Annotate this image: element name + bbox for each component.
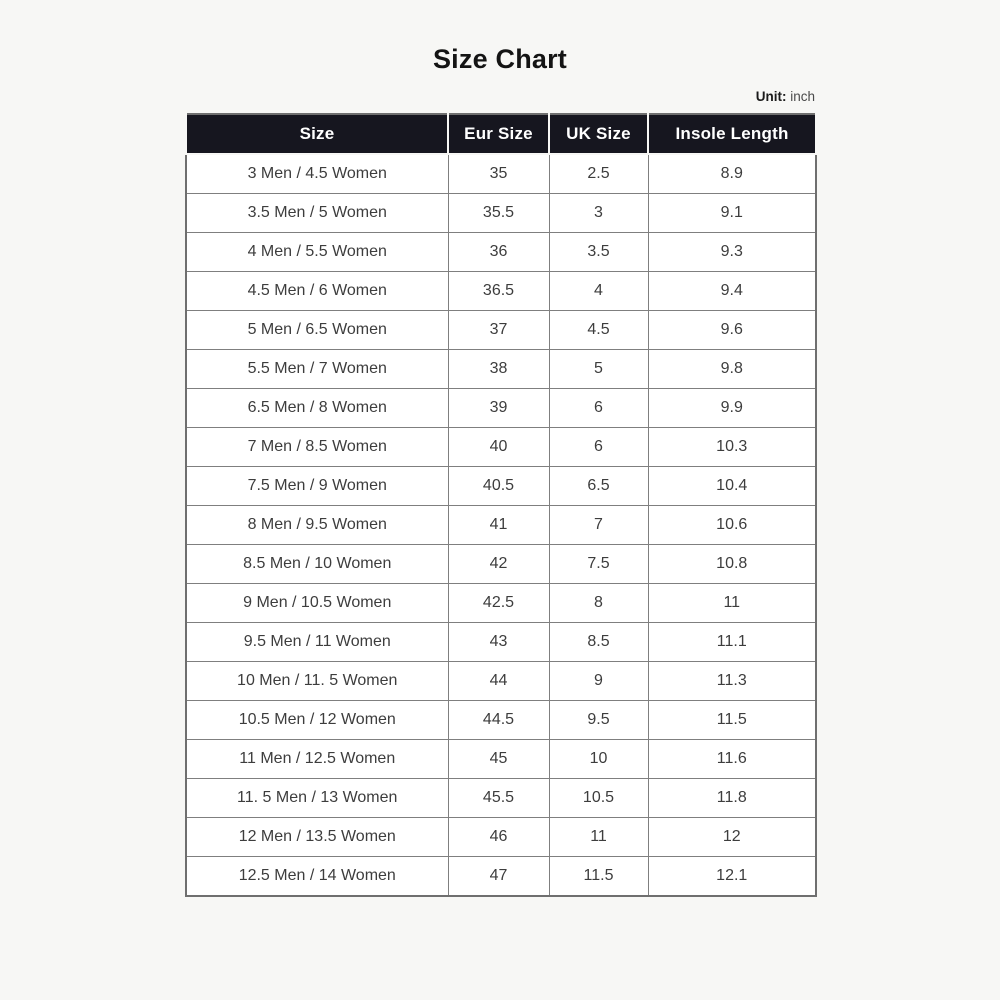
table-row [186, 350, 816, 389]
content-area [185, 89, 815, 897]
unit-label: Unit: [755, 89, 787, 104]
size-cell: 11. 5 Men / 13 Women [186, 779, 448, 818]
insole-length-cell: 8.9 [648, 154, 816, 194]
uk-size-cell: 11 [549, 818, 648, 857]
size-chart-table [185, 113, 817, 897]
table-body [186, 154, 816, 896]
eur-size-cell: 44.5 [448, 701, 549, 740]
unit-note [185, 89, 815, 105]
uk-size-cell: 4 [549, 272, 648, 311]
unit-value: inch [790, 89, 815, 104]
insole-length-cell: 9.8 [648, 350, 816, 389]
table-row [186, 623, 816, 662]
size-cell: 12.5 Men / 14 Women [186, 857, 448, 897]
table-row [186, 154, 816, 194]
insole-length-cell: 10.4 [648, 467, 816, 506]
eur-size-cell: 36 [448, 233, 549, 272]
uk-size-cell: 6 [549, 428, 648, 467]
eur-size-cell: 45.5 [448, 779, 549, 818]
table-row [186, 194, 816, 233]
table-row [186, 428, 816, 467]
uk-size-cell: 5 [549, 350, 648, 389]
eur-size-cell: 37 [448, 311, 549, 350]
eur-size-cell: 36.5 [448, 272, 549, 311]
insole-length-cell: 10.3 [648, 428, 816, 467]
size-cell: 10 Men / 11. 5 Women [186, 662, 448, 701]
size-cell: 4.5 Men / 6 Women [186, 272, 448, 311]
table-row [186, 272, 816, 311]
size-cell: 5 Men / 6.5 Women [186, 311, 448, 350]
eur-size-cell: 44 [448, 662, 549, 701]
size-cell: 12 Men / 13.5 Women [186, 818, 448, 857]
size-cell: 10.5 Men / 12 Women [186, 701, 448, 740]
eur-size-cell: 42.5 [448, 584, 549, 623]
table-row [186, 389, 816, 428]
eur-size-cell: 40 [448, 428, 549, 467]
insole-length-cell: 9.1 [648, 194, 816, 233]
eur-size-cell: 45 [448, 740, 549, 779]
uk-size-cell: 7.5 [549, 545, 648, 584]
table-row [186, 467, 816, 506]
size-cell: 3 Men / 4.5 Women [186, 154, 448, 194]
uk-size-cell: 3.5 [549, 233, 648, 272]
eur-size-cell: 40.5 [448, 467, 549, 506]
eur-size-cell: 42 [448, 545, 549, 584]
insole-length-cell: 9.6 [648, 311, 816, 350]
insole-length-cell: 9.3 [648, 233, 816, 272]
table-row [186, 662, 816, 701]
insole-length-cell: 11.1 [648, 623, 816, 662]
insole-length-cell: 10.6 [648, 506, 816, 545]
eur-size-cell: 39 [448, 389, 549, 428]
insole-length-cell: 9.4 [648, 272, 816, 311]
uk-size-cell: 9.5 [549, 701, 648, 740]
size-cell: 8 Men / 9.5 Women [186, 506, 448, 545]
insole-length-cell: 9.9 [648, 389, 816, 428]
insole-length-cell: 11.8 [648, 779, 816, 818]
uk-size-cell: 2.5 [549, 154, 648, 194]
size-cell: 5.5 Men / 7 Women [186, 350, 448, 389]
size-cell: 6.5 Men / 8 Women [186, 389, 448, 428]
eur-size-cell: 46 [448, 818, 549, 857]
eur-size-cell: 38 [448, 350, 549, 389]
uk-size-cell: 11.5 [549, 857, 648, 897]
uk-size-cell: 7 [549, 506, 648, 545]
uk-size-cell: 4.5 [549, 311, 648, 350]
column-header-eur-size: Eur Size [448, 114, 549, 154]
table-row [186, 701, 816, 740]
column-header-insole-length: Insole Length [648, 114, 816, 154]
table-header-row [186, 114, 816, 154]
insole-length-cell: 11.6 [648, 740, 816, 779]
size-cell: 9.5 Men / 11 Women [186, 623, 448, 662]
page-title: Size Chart [432, 44, 568, 74]
table-row [186, 506, 816, 545]
uk-size-cell: 3 [549, 194, 648, 233]
size-cell: 7.5 Men / 9 Women [186, 467, 448, 506]
insole-length-cell: 12 [648, 818, 816, 857]
table-row [186, 818, 816, 857]
insole-length-cell: 10.8 [648, 545, 816, 584]
eur-size-cell: 35.5 [448, 194, 549, 233]
eur-size-cell: 43 [448, 623, 549, 662]
uk-size-cell: 9 [549, 662, 648, 701]
uk-size-cell: 8 [549, 584, 648, 623]
eur-size-cell: 41 [448, 506, 549, 545]
eur-size-cell: 35 [448, 154, 549, 194]
table-row [186, 584, 816, 623]
size-cell: 3.5 Men / 5 Women [186, 194, 448, 233]
uk-size-cell: 10 [549, 740, 648, 779]
column-header-uk-size: UK Size [549, 114, 648, 154]
table-row [186, 779, 816, 818]
insole-length-cell: 11.3 [648, 662, 816, 701]
size-cell: 4 Men / 5.5 Women [186, 233, 448, 272]
size-cell: 8.5 Men / 10 Women [186, 545, 448, 584]
table-row [186, 233, 816, 272]
size-cell: 11 Men / 12.5 Women [186, 740, 448, 779]
uk-size-cell: 8.5 [549, 623, 648, 662]
uk-size-cell: 6 [549, 389, 648, 428]
table-row [186, 545, 816, 584]
insole-length-cell: 11.5 [648, 701, 816, 740]
uk-size-cell: 6.5 [549, 467, 648, 506]
table-row [186, 311, 816, 350]
table-row [186, 857, 816, 897]
size-cell: 7 Men / 8.5 Women [186, 428, 448, 467]
table-row [186, 740, 816, 779]
column-header-size: Size [186, 114, 448, 154]
size-cell: 9 Men / 10.5 Women [186, 584, 448, 623]
uk-size-cell: 10.5 [549, 779, 648, 818]
insole-length-cell: 12.1 [648, 857, 816, 897]
insole-length-cell: 11 [648, 584, 816, 623]
eur-size-cell: 47 [448, 857, 549, 897]
